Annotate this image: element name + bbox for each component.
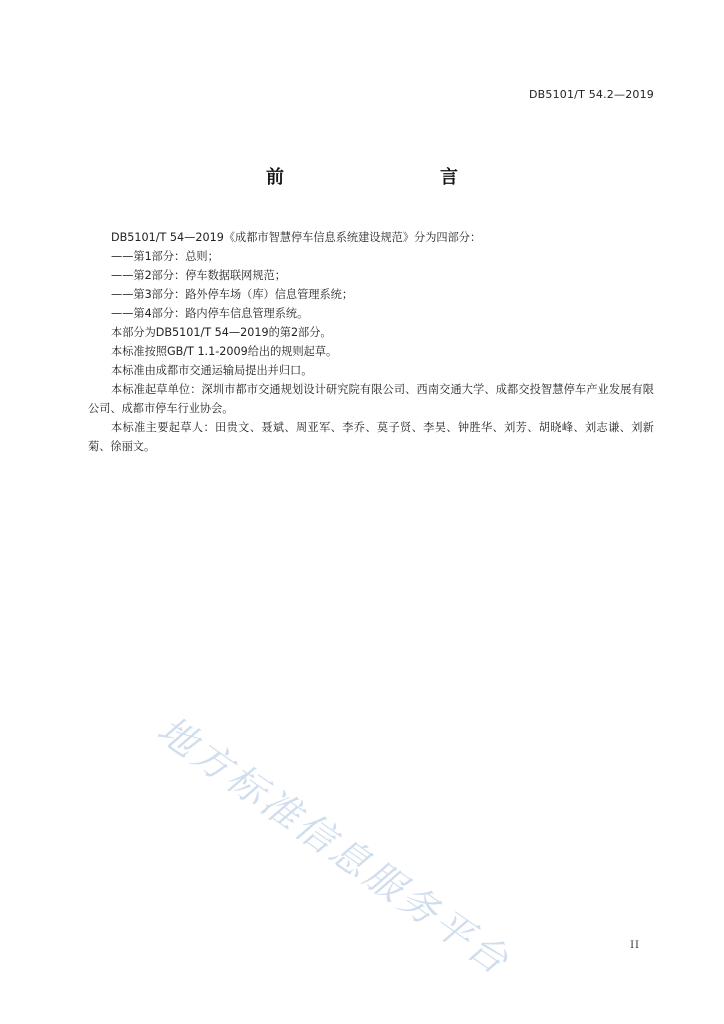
watermark: 地方标准信息服务平台 [149, 707, 519, 985]
page-number: II [630, 940, 640, 951]
list-item-part3: ——第3部分：路外停车场（库）信息管理系统； [111, 288, 354, 301]
list-item-part4: ——第4部分：路内停车信息管理系统。 [111, 307, 309, 320]
paragraph-intro: DB5101/T 54—2019《成都市智慧停车信息系统建设规范》分为四部分： [111, 231, 482, 244]
paragraph-drafting-rules: 本标准按照GB/T 1.1-2009给出的规则起草。 [111, 345, 338, 358]
paragraph-proposer: 本标准由成都市交通运输局提出并归口。 [111, 364, 313, 377]
foreword-body [88, 228, 654, 456]
page-title: 前 言 [266, 167, 498, 188]
paragraph-drafters: 本标准主要起草人：田贵文、聂斌、周亚军、李乔、莫子贤、李昊、钟胜华、刘芳、胡晓峰、刘志谦、刘新菊、徐丽文。 [88, 421, 654, 453]
list-item-part1: ——第1部分：总则； [111, 250, 219, 263]
list-item-part2: ——第2部分：停车数据联网规范； [111, 269, 286, 282]
standard-code: DB5101/T 54.2—2019 [528, 88, 654, 101]
paragraph-this-part: 本部分为DB5101/T 54—2019的第2部分。 [111, 326, 332, 339]
paragraph-drafting-units: 本标准起草单位：深圳市都市交通规划设计研究院有限公司、西南交通大学、成都交投智慧停车产业发展有限公司、成都市停车行业协会。 [88, 383, 654, 415]
